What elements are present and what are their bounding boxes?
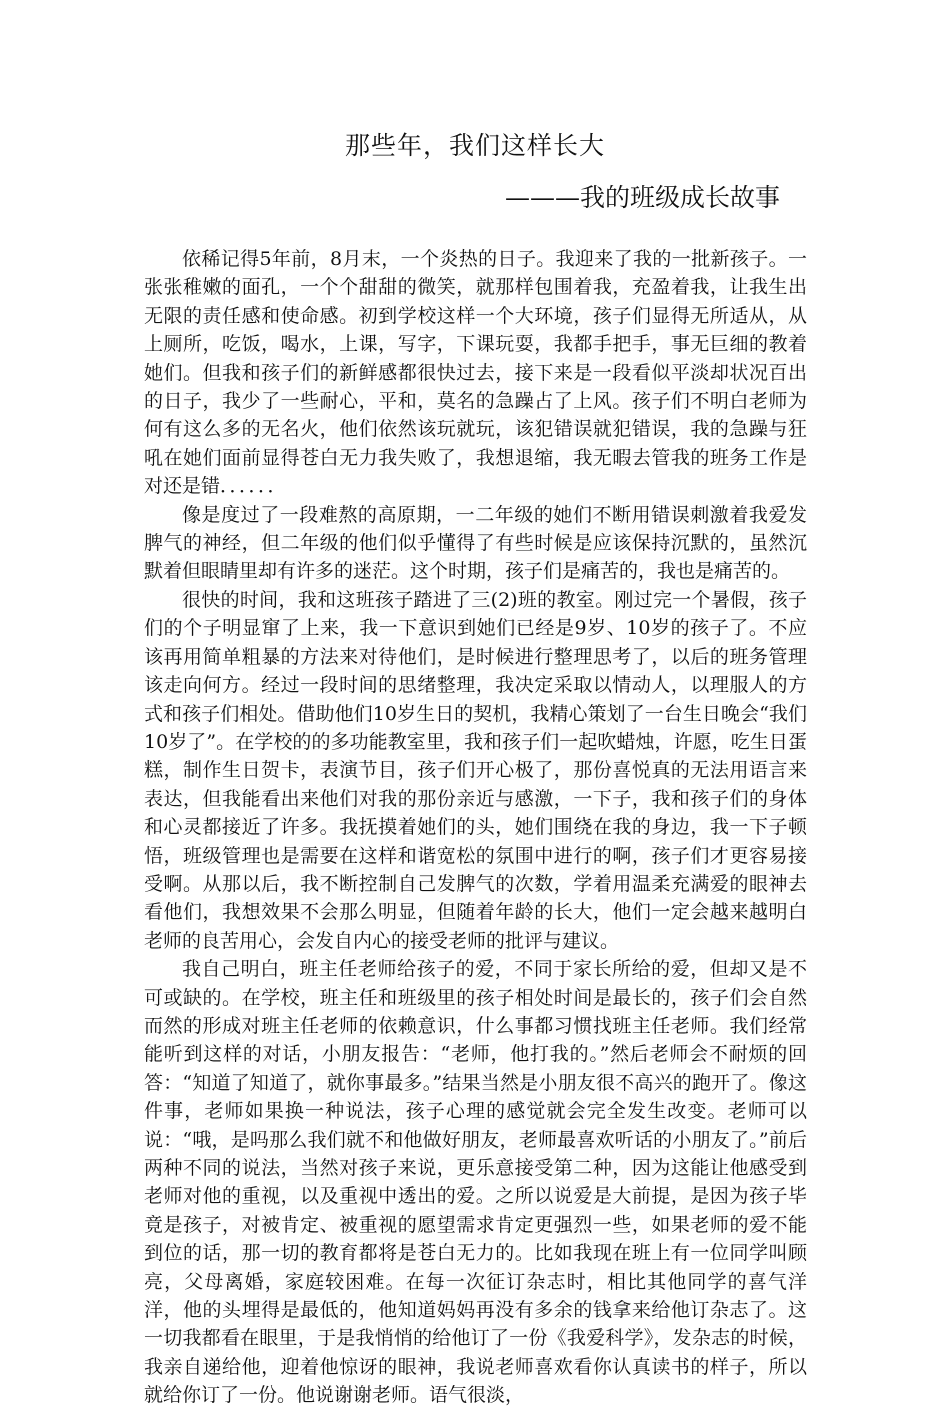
paragraph: 很快的时间，我和这班孩子踏进了三(2)班的教室。刚过完一个暑假，孩子们的个子明显窜了上来，我一下意识到她们已经是9岁、10岁的孩子了。不应该再用简单粗暴的方法来对待他们，是时候进行整理思考了，以后的班务管理该走向何方。经过一段时间的思绪整理，我决定采取以情动人，以理服人的方式和孩子们相处。借助他们10岁生日的契机，我精心策划了一台生日晚会“我们10岁了”。在学校的的多功能教室里，我和孩子们一起吹蜡烛，许愿，吃生日蛋糕，制作生日贺卡，表演节目，孩子们开心极了，那份喜悦真的无法用语言来表达，但我能看出来他们对我的那份亲近与感激，一下子，我和孩子们的身体和心灵都接近了许多。我抚摸着她们的头，她们围绕在我的身边，我一下子顿悟，班级管理也是需要在这样和谐宽松的氛围中进行的啊，孩子们才更容易接受啊。从那以后，我不断控制自己发脾气的次数，学着用温柔充满爱的眼神去看他们，我想效果不会那么明显，但随着年龄的长大，他们一定会越来越明白老师的良苦用心，会发自内心的接受老师的批评与建议。: [144, 588, 807, 952]
document-title: 那些年，我们这样长大: [344, 131, 605, 160]
paragraph: 我自己明白，班主任老师给孩子的爱，不同于家长所给的爱，但却又是不可或缺的。在学校，班主任和班级里的孩子相处时间是最长的，孩子们会自然而然的形成对班主任老师的依赖意识，什么事都习惯找班主任老师。我们经常能听到这样的对话，小朋友报告：“老师，他打我的。”然后老师会不耐烦的回答：“知道了知道了，就你事最多。”结果当然是小朋友很不高兴的跑开了。像这件事，老师如果换一种说法，孩子心理的感觉就会完全发生改变。老师可以说：“哦，是吗那么我们就不和他做好朋友，老师最喜欢听话的小朋友了。”前后两种不同的说法，当然对孩子来说，更乐意接受第二种，因为这能让他感受到老师对他的重视，以及重视中透出的爱。之所以说爱是大前提，是因为孩子毕竟是孩子，对被肯定、被重视的愿望需求肯定更强烈一些，如果老师的爱不能到位的话，那一切的教育都将是苍白无力的。比如我现在班上有一位同学叫顾亮，父母离婚，家庭较困难。在每一次征订杂志时，相比其他同学的喜气洋洋，他的头埋得是最低的，他知道妈妈再没有多余的钱拿来给他订杂志了。这一切我都看在眼里，于是我悄悄的给他订了一份《我爱科学》，发杂志的时候，我亲自递给他，迎着他惊讶的眼神，我说老师喜欢看你认真读书的样子，所以就给你订了一份。他说谢谢老师。语气很淡，: [144, 958, 807, 1407]
paragraph: 像是度过了一段难熬的高原期，一二年级的她们不断用错误刺激着我爱发脾气的神经，但二年级的他们似乎懂得了有些时候是应该保持沉默的，虽然沉默着但眼睛里却有许多的迷茫。这个时期，孩子们是痛苦的，我也是痛苦的。: [144, 503, 807, 583]
document-body: [144, 245, 807, 1410]
document-subtitle: ———我的班级成长故事: [505, 183, 781, 212]
paragraph: 依稀记得5年前，8月末，一个炎热的日子。我迎来了我的一批新孩子。一张张稚嫩的面孔，一个个甜甜的微笑，就那样包围着我，充盈着我，让我生出无限的责任感和使命感。初到学校这样一个大环境，孩子们显得无所适从，从上厕所，吃饭，喝水，上课，写字，下课玩耍，我都手把手，事无巨细的教着她们。但我和孩子们的新鲜感都很快过去，接下来是一段看似平淡却状况百出的日子，我少了一些耐心，平和，莫名的急躁占了上风。孩子们不明白老师为何有这么多的无名火，他们依然该玩就玩，该犯错误就犯错误，我的急躁与狂吼在她们面前显得苍白无力我失败了，我想退缩，我无暇去管我的班务工作是对还是错．．．．．．: [144, 248, 807, 498]
